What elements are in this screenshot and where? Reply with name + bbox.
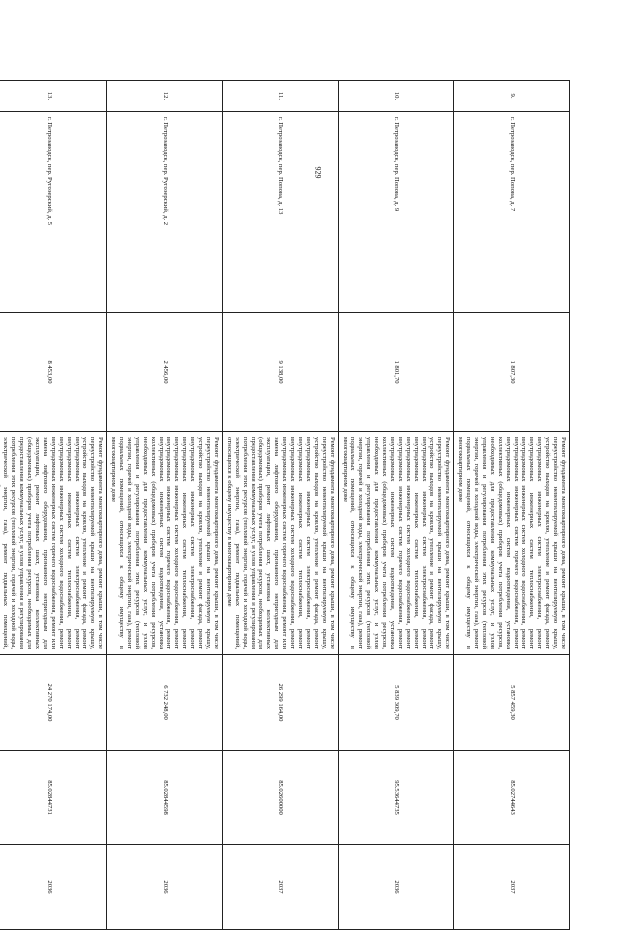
works-list-cell: Ремонт фундамента многоквартирного дома, ремонт крыши, в том числе переустройство невентилируемой крыши на вентилируемую крышу, устройство выходов на кровлю, утепление и ремонт фасада, ремонт внутридомовых инженерных систем электроснабжения, ремонт внутридомовых инженерных систем теплоснабжения, ремонт внутридомовых инженерных систем холодного водоснабжения, ремонт внутридомовых инженерных систем горячего водоснабжения, ремонт или замена лифтового оборудования, признанного непригодным для эксплуатации, ремонт лифтовых шахт, установка коллективных (общедомовых) приборов учета потребления ресурсов, необходимых для предоставления коммунальных услуг, и узлов управления и регулирования потребления этих ресурсов (тепловой энергии, горячей и холодной воды, электрической энергии, газа), ремонт подвальных помещений, относящихся к общему имуществу в многоквартирном доме	[222, 432, 338, 655]
table-row	[338, 81, 454, 930]
table-frame	[2, 80, 570, 894]
area-cell: 9 138,00	[222, 313, 338, 432]
page-number: 929	[313, 166, 323, 179]
year-cell: 2036	[0, 845, 107, 930]
row-number-cell: 12.	[107, 81, 223, 112]
area-cell: 1 801,70	[338, 313, 454, 432]
works-list-cell: Ремонт фундамента многоквартирного дома, ремонт крыши, в том числе переустройство невентилируемой крыши на вентилируемую крышу, устройство выходов на кровлю, утепление и ремонт фасада, ремонт внутридомовых инженерных систем электроснабжения, ремонт внутридомовых инженерных систем теплоснабжения, ремонт внутридомовых инженерных систем холодного водоснабжения, ремонт внутридомовых инженерных систем горячего водоснабжения, ремонт внутридомовых инженерных систем водоотведения, установка коллективных (общедомовых) приборов учета потребления ресурсов, необходимых для предоставления коммунальных услуг, и узлов управления и регулирования потребления этих ресурсов (тепловой энергии, горячей и холодной воды, электрической энергии, газа), ремонт подвальных помещений, относящихся к общему имуществу в многоквартирном доме	[338, 432, 454, 655]
year-cell: 2037	[454, 845, 570, 930]
cost-cell: 5 839 309,70	[338, 655, 454, 751]
address-cell: г. Петрозаводск, пер. Ругозерский, д. 2	[107, 112, 223, 313]
row-number-cell: 13.	[0, 81, 107, 112]
area-cell: 1 807,30	[454, 313, 570, 432]
year-cell: 2036	[107, 845, 223, 930]
code-cell: 95.53644735	[338, 751, 454, 845]
works-list-cell: Ремонт фундамента многоквартирного дома, ремонт крыши, в том числе переустройство невентилируемой крыши на вентилируемую крышу, устройство выходов на кровлю, утепление и ремонт фасада, ремонт внутридомовых инженерных систем электроснабжения, ремонт внутридомовых инженерных систем теплоснабжения, ремонт внутридомовых инженерных систем холодного водоснабжения, ремонт внутридомовых инженерных систем горячего водоснабжения, ремонт внутридомовых инженерных систем водоотведения, установка коллективных (общедомовых) приборов учета потребления ресурсов, необходимых для предоставления коммунальных услуг, и узлов управления и регулирования потребления этих ресурсов (тепловой энергии, горячей и холодной воды, электрической энергии, газа), ремонт подвальных помещений, относящихся к общему имуществу в многоквартирном доме	[107, 432, 223, 655]
year-cell: 2036	[338, 845, 454, 930]
year-cell: 2037	[222, 845, 338, 930]
code-cell: 85.02844731	[0, 751, 107, 845]
area-cell: 8 453,00	[0, 313, 107, 432]
table-row	[107, 81, 223, 930]
address-cell: г. Петрозаводск, пер. Попова, д. 9	[338, 112, 454, 313]
works-list-cell: Ремонт фундамента многоквартирного дома, ремонт крыши, в том числе переустройство невентилируемой крыши на вентилируемую крышу, устройство выходов на кровлю, утепление и ремонт фасада, ремонт внутридомовых инженерных систем электроснабжения, ремонт внутридомовых инженерных систем теплоснабжения, ремонт внутридомовых инженерных систем холодного водоснабжения, ремонт внутридомовых инженерных систем горячего водоснабжения, ремонт или замена лифтового оборудования, признанного непригодным для эксплуатации, ремонт лифтовых шахт, установка коллективных (общедомовых) приборов учета потребления ресурсов, необходимых для предоставления коммунальных услуг, и узлов управления и регулирования потребления этих ресурсов (тепловой энергии, горячей и холодной воды, электрической энергии, газа), ремонт подвальных помещений,	[0, 432, 107, 655]
address-cell: г. Петрозаводск, пер. Ругозерский, д. 5	[0, 112, 107, 313]
cost-cell: 26 299 164,00	[222, 655, 338, 751]
repair-program-table	[0, 80, 570, 930]
table-row	[222, 81, 338, 930]
code-cell: 85.02844598	[107, 751, 223, 845]
cost-cell: 6 732 248,00	[107, 655, 223, 751]
table-row	[454, 81, 570, 930]
area-cell: 2 456,00	[107, 313, 223, 432]
cost-cell: 5 857 459,30	[454, 655, 570, 751]
cost-cell: 24 270 174,00	[0, 655, 107, 751]
rotated-table-container	[2, 80, 570, 894]
row-number-cell: 10.	[338, 81, 454, 112]
row-number-cell: 11.	[222, 81, 338, 112]
code-cell: 85.02600000	[222, 751, 338, 845]
code-cell: 85.02744643	[454, 751, 570, 845]
works-list-cell: Ремонт фундамента многоквартирного дома, ремонт крыши, в том числе переустройство невентилируемой крыши на вентилируемую крышу, устройство выходов на кровлю, утепление и ремонт фасада, ремонт внутридомовых инженерных систем электроснабжения, ремонт внутридомовых инженерных систем теплоснабжения, ремонт внутридомовых инженерных систем холодного водоснабжения, ремонт внутридомовых инженерных систем горячего водоснабжения, ремонт внутридомовых инженерных систем водоотведения, установка коллективных (общедомовых) приборов учета потребления ресурсов, необходимых для предоставления коммунальных услуг, и узлов управления и регулирования потребления этих ресурсов (тепловой энергии, горячей и холодной воды, электрической энергии, газа), ремонт подвальных помещений, относящихся к общему имуществу в многоквартирном доме	[454, 432, 570, 655]
address-cell: г. Петрозаводск, пер. Попова, д. 13	[222, 112, 338, 313]
row-number-cell: 9.	[454, 81, 570, 112]
address-cell: г. Петрозаводск, пер. Попова, д. 7	[454, 112, 570, 313]
table-row	[0, 81, 107, 930]
table-body	[0, 81, 570, 930]
